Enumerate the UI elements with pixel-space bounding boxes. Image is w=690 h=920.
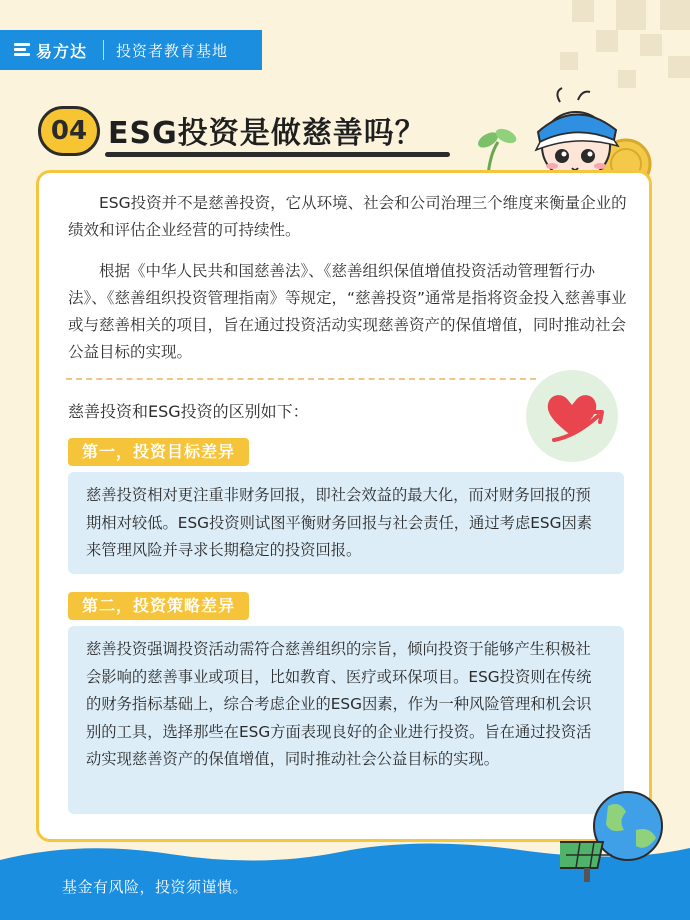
heart-badge (526, 370, 618, 462)
section-1-label: 第一，投资目标差异 (68, 438, 249, 466)
brand-logo (0, 30, 87, 70)
section-2-body: 慈善投资强调投资活动需符合慈善组织的宗旨，倾向投资于能够产生积极社会影响的慈善事业或项目，比如教育、医疗或环保项目。ESG投资则在传统的财务指标基础上，综合考虑企业的ESG因素，作为一种风险管理和机会识别的工具，选择那些在ESG方面表现良好的企业进行投资。旨在通过投资活动实现慈善资产的保值增值，同时推动社会公益目标的实现。 (86, 640, 592, 768)
earth-solar-icon (560, 790, 670, 890)
section-1-body: 慈善投资相对更注重非财务回报，即社会效益的最大化，而对财务回报的预期相对较低。ESG投资则试图平衡财务回报与社会责任，通过考虑ESG因素来管理风险并寻求长期稳定的投资回报。 (86, 486, 593, 559)
title-underline (105, 152, 450, 157)
intro-paragraph-2: 根据《中华人民共和国慈善法》、《慈善组织保值增值投资活动管理暂行办法》、《慈善组织投资管理指南》等规定，“慈善投资”通常是指将资金投入慈善事业或与慈善相关的项目，旨在通过投资活动实现慈善资产的保值增值，同时推动社会公益目标的实现。 (68, 262, 627, 361)
brand-bar (0, 30, 262, 70)
section-1-box (68, 472, 624, 574)
title-number-badge: 04 (38, 106, 100, 156)
brand-divider (103, 40, 104, 60)
brand-name: 易方达 (36, 41, 88, 61)
risk-disclaimer: 基金有风险，投资须谨慎。 (62, 878, 249, 896)
section-divider (66, 378, 536, 380)
intro-paragraph-1: ESG投资并不是慈善投资，它从环境、社会和公司治理三个维度来衡量企业的绩效和评估企业经营的可持续性。 (68, 194, 627, 239)
section-2-label: 第二，投资策略差异 (68, 592, 249, 620)
heart-arrow-icon (526, 370, 618, 462)
differences-heading: 慈善投资和ESG投资的区别如下： (68, 402, 309, 421)
efunds-logo-icon (14, 42, 30, 58)
section-2-box (68, 626, 624, 814)
brand-subtitle: 投资者教育基地 (116, 41, 229, 60)
page-title: ESG投资是做慈善吗？ (108, 116, 426, 151)
